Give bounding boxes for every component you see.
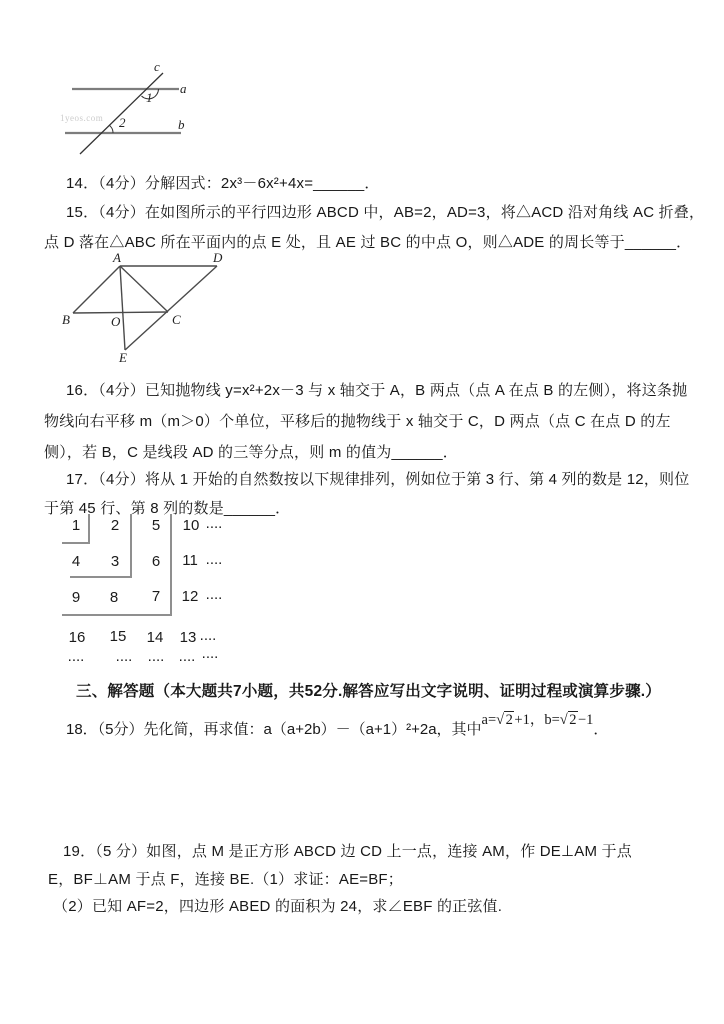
table-cell: 11 — [182, 552, 198, 569]
table-cell: 16 — [68, 629, 86, 646]
angle-2-label: 2 — [119, 115, 126, 130]
vertex-E-label: E — [119, 350, 127, 365]
sqrt-radical-icon: √ — [496, 712, 505, 728]
q16-line-1: 16．（4分）已知抛物线 y=x²+2x－3 与 x 轴交于 A，B 两点（点 A 在点 B 的左侧），将这条抛 — [66, 382, 688, 399]
table-cell: 2 — [110, 517, 120, 534]
q18-period: ． — [593, 721, 609, 738]
table-cell: 13 — [179, 629, 197, 646]
q18-text — [66, 712, 609, 739]
table-cell: 5 — [151, 517, 161, 534]
table-cell: .... — [178, 648, 196, 665]
midpoint-O-label: O — [111, 314, 121, 329]
table-cell: 10 — [182, 517, 200, 534]
table-cell: .... — [205, 515, 223, 532]
q18-b-lhs: b= — [544, 712, 560, 728]
angle-1-label: 1 — [146, 90, 153, 105]
q19-line-1: 19．（5 分）如图，点 M 是正方形 ABCD 边 CD 上一点，连接 AM，作 DE⊥AM 于点 — [63, 843, 632, 860]
q18-a-lhs: a= — [481, 712, 497, 728]
parallel-lines-figure — [40, 55, 200, 165]
diagonal-AC — [120, 266, 168, 312]
table-cell: 1 — [71, 517, 81, 534]
table-cell: 4 — [71, 553, 81, 570]
vertex-D-label: D — [213, 250, 223, 265]
table-cell: 15 — [109, 628, 127, 645]
q19-line-2: E，BF⊥AM 于点 F，连接 BE.（1）求证：AE=BF； — [48, 871, 403, 888]
label-line-c: c — [154, 59, 160, 74]
sqrt-radical-icon: √ — [559, 712, 568, 728]
q18-a-radicand: 2 — [505, 712, 513, 728]
table-cell: .... — [201, 645, 219, 662]
table-cell: 8 — [109, 589, 119, 606]
q14-text: 14．（4分）分解因式：2x³－6x²+4x=______． — [66, 175, 380, 192]
table-cell: 14 — [146, 629, 164, 646]
segment-AE — [120, 266, 125, 350]
q15-line-2: 点 D 落在△ABC 所在平面内的点 E 处，且 AE 过 BC 的中点 O，则△ADE 的周长等于______． — [44, 234, 692, 251]
table-cell: .... — [205, 551, 223, 568]
side-AB — [73, 266, 120, 313]
parallelogram-figure — [55, 248, 235, 366]
vertex-B-label: B — [62, 312, 70, 327]
table-cell: 6 — [151, 553, 161, 570]
q17-line-2: 于第 45 行、第 8 列的数是______． — [44, 500, 291, 517]
segment-ED — [125, 266, 217, 350]
label-line-a: a — [180, 81, 187, 96]
q19-line-3: （2）已知 AF=2，四边形 ABED 的面积为 24，求∠EBF 的正弦值. — [53, 898, 503, 915]
q18-b-radicand: 2 — [569, 712, 577, 728]
q15-line-1: 15．（4分）在如图所示的平行四边形 ABCD 中，AB=2，AD=3，将△ACD 沿对角线 AC 折叠， — [66, 204, 705, 221]
table-cell: 12 — [181, 588, 199, 605]
table-cell: .... — [147, 648, 165, 665]
side-BC — [73, 312, 168, 313]
q18-math-expression — [482, 712, 594, 728]
table-cell: 3 — [110, 553, 120, 570]
q18-b-tail: −1 — [577, 712, 594, 728]
table-cell: .... — [199, 627, 217, 644]
table-cell: .... — [205, 586, 223, 603]
q18-a-tail: +1， — [514, 712, 545, 728]
q18-prefix: 18．（5分）先化简，再求值：a（a+2b）－（a+1）²+2a，其中 — [66, 721, 482, 738]
label-line-b: b — [178, 117, 185, 132]
q17-line-1: 17．（4分）将从 1 开始的自然数按以下规律排列，例如位于第 3 行、第 4 列的数是 12，则位 — [66, 471, 690, 488]
vertex-A-label: A — [113, 250, 121, 265]
table-cell: .... — [67, 648, 85, 665]
q16-line-2: 物线向右平移 m（m＞0）个单位，平移后的抛物线于 x 轴交于 C，D 两点（点 C 在点 D 的左 — [44, 413, 671, 430]
angle-2-arc — [109, 125, 113, 133]
watermark-text: 1yeos.com — [60, 113, 104, 123]
table-cell: .... — [115, 648, 133, 665]
q16-line-3: 侧），若 B，C 是线段 AD 的三等分点，则 m 的值为______． — [44, 444, 458, 461]
table-cell: 9 — [71, 589, 81, 606]
section-3-header: 三、解答题（本大题共7小题，共52分.解答应写出文字说明、证明过程或演算步骤.） — [76, 683, 661, 700]
vertex-C-label: C — [172, 312, 181, 327]
table-cell: 7 — [151, 588, 161, 605]
